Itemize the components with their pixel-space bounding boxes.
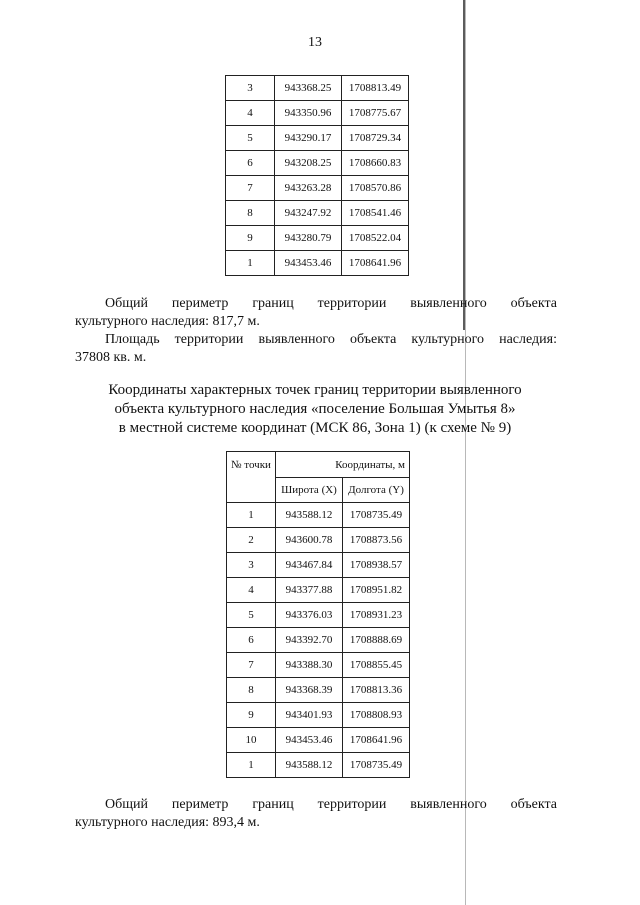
word: Общий [105, 296, 148, 311]
point-number-cell: 8 [227, 678, 276, 703]
header-latitude: Широта (X) [276, 478, 343, 503]
word: Площадь [105, 332, 160, 347]
point-number-cell: 3 [226, 76, 275, 101]
area-line-2: 37808 кв. м. [75, 350, 147, 365]
point-number-cell: 5 [227, 603, 276, 628]
word: выявленного [410, 797, 487, 812]
point-number-cell: 3 [227, 553, 276, 578]
table-row [227, 528, 410, 553]
table-row [226, 151, 409, 176]
perimeter-paragraph-1 [75, 295, 557, 331]
latitude-cell: 943208.25 [275, 151, 342, 176]
point-number-cell: 7 [226, 176, 275, 201]
table-row [226, 126, 409, 151]
table-row [227, 503, 410, 528]
latitude-cell: 943401.93 [276, 703, 343, 728]
word: периметр [171, 797, 229, 812]
point-number-cell: 1 [227, 753, 276, 778]
longitude-cell: 1708931.23 [343, 603, 410, 628]
perimeter-line-1 [75, 295, 557, 313]
table-row [226, 201, 409, 226]
latitude-cell: 943290.17 [275, 126, 342, 151]
point-number-cell: 6 [226, 151, 275, 176]
table-row [227, 578, 410, 603]
table-row [227, 728, 410, 753]
section-heading [60, 381, 570, 438]
longitude-cell: 1708775.67 [342, 101, 409, 126]
word: объекта [349, 332, 397, 347]
latitude-cell: 943247.92 [275, 201, 342, 226]
table-row [227, 628, 410, 653]
latitude-cell: 943368.25 [275, 76, 342, 101]
point-number-cell: 2 [227, 528, 276, 553]
longitude-cell: 1708641.96 [342, 251, 409, 276]
point-number-cell: 1 [226, 251, 275, 276]
word: культурного [411, 332, 485, 347]
coordinates-table-scheme-9 [226, 451, 410, 778]
longitude-cell: 1708735.49 [343, 503, 410, 528]
latitude-cell: 943467.84 [276, 553, 343, 578]
area-paragraph [75, 331, 557, 367]
point-number-cell: 4 [227, 578, 276, 603]
longitude-cell: 1708813.36 [343, 678, 410, 703]
longitude-cell: 1708735.49 [343, 753, 410, 778]
word: Общий [105, 797, 148, 812]
page-number: 13 [308, 35, 322, 50]
table-row [227, 603, 410, 628]
word: наследия: [499, 332, 557, 347]
longitude-cell: 1708541.46 [342, 201, 409, 226]
latitude-cell: 943453.46 [276, 728, 343, 753]
word: территории [174, 332, 244, 347]
latitude-cell: 943392.70 [276, 628, 343, 653]
table-row [226, 226, 409, 251]
longitude-cell: 1708808.93 [343, 703, 410, 728]
scan-artifact-line [465, 0, 466, 905]
latitude-cell: 943368.39 [276, 678, 343, 703]
word: периметр [171, 296, 229, 311]
latitude-cell: 943280.79 [275, 226, 342, 251]
latitude-cell: 943377.88 [276, 578, 343, 603]
point-number-cell: 1 [227, 503, 276, 528]
latitude-cell: 943388.30 [276, 653, 343, 678]
table-row [226, 251, 409, 276]
latitude-cell: 943350.96 [275, 101, 342, 126]
latitude-cell: 943263.28 [275, 176, 342, 201]
area-line-1 [75, 331, 557, 349]
heading-line-3: в местной системе координат (МСК 86, Зона 1) (к схеме № 9) [118, 420, 512, 436]
perimeter-line-1 [75, 796, 557, 814]
point-number-cell: 6 [227, 628, 276, 653]
point-number-cell: 8 [226, 201, 275, 226]
perimeter-line-2: культурного наследия: 817,7 м. [75, 314, 260, 329]
header-longitude: Долгота (Y) [343, 478, 410, 503]
point-number-cell: 10 [227, 728, 276, 753]
longitude-cell: 1708813.49 [342, 76, 409, 101]
word: выявленного [258, 332, 335, 347]
table-row [226, 101, 409, 126]
word: территории [317, 296, 387, 311]
table-row [227, 753, 410, 778]
table-row [227, 678, 410, 703]
word: границ [252, 797, 294, 812]
longitude-cell: 1708522.04 [342, 226, 409, 251]
point-number-cell: 7 [227, 653, 276, 678]
word: выявленного [410, 296, 487, 311]
longitude-cell: 1708660.83 [342, 151, 409, 176]
perimeter-line-2: культурного наследия: 893,4 м. [75, 815, 260, 830]
coordinates-table-continued [225, 75, 409, 276]
latitude-cell: 943588.12 [276, 503, 343, 528]
word: границ [252, 296, 294, 311]
table-row [227, 653, 410, 678]
header-coordinates: Координаты, м [276, 452, 410, 478]
heading-line-1: Координаты характерных точек границ территории выявленного [108, 382, 522, 398]
point-number-cell: 4 [226, 101, 275, 126]
header-point-number: № точки [227, 452, 276, 503]
longitude-cell: 1708570.86 [342, 176, 409, 201]
longitude-cell: 1708951.82 [343, 578, 410, 603]
longitude-cell: 1708938.57 [343, 553, 410, 578]
word: объекта [510, 797, 557, 812]
longitude-cell: 1708641.96 [343, 728, 410, 753]
table-row [227, 553, 410, 578]
table-row [226, 176, 409, 201]
longitude-cell: 1708873.56 [343, 528, 410, 553]
latitude-cell: 943376.03 [276, 603, 343, 628]
point-number-cell: 9 [227, 703, 276, 728]
table-row [226, 76, 409, 101]
latitude-cell: 943600.78 [276, 528, 343, 553]
latitude-cell: 943453.46 [275, 251, 342, 276]
latitude-cell: 943588.12 [276, 753, 343, 778]
word: объекта [510, 296, 557, 311]
word: территории [317, 797, 387, 812]
longitude-cell: 1708855.45 [343, 653, 410, 678]
perimeter-paragraph-2 [75, 796, 557, 832]
table-row [227, 703, 410, 728]
point-number-cell: 9 [226, 226, 275, 251]
point-number-cell: 5 [226, 126, 275, 151]
longitude-cell: 1708888.69 [343, 628, 410, 653]
longitude-cell: 1708729.34 [342, 126, 409, 151]
heading-line-2: объекта культурного наследия «поселение Большая Умытья 8» [114, 401, 516, 417]
